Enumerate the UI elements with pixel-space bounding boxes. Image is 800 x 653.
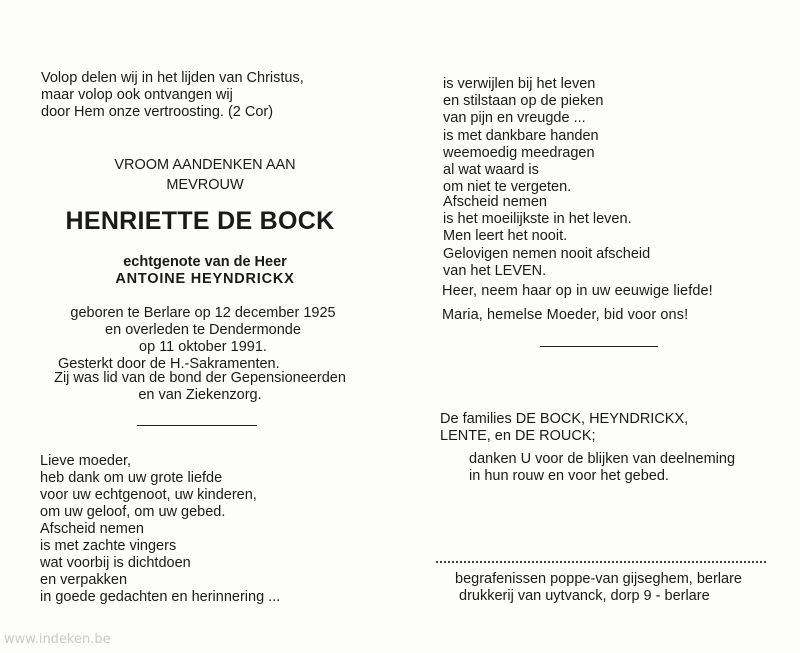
poem-line: is met dankbare handen [443,128,599,144]
thanks-line: danken U voor de blijken van deelneming [469,451,736,467]
poem-line: Gelovigen nemen nooit afscheid [443,246,651,262]
poem-line: is verwijlen bij het leven [443,76,596,92]
poem-line: en verpakken [40,572,128,588]
divider-right [540,346,658,347]
poem-right-1 [443,76,603,127]
bio-line: en overleden te Dendermonde [105,322,301,338]
poem-line: wat voorbij is dichtdoen [40,555,191,571]
bible-quote [41,70,304,121]
poem-right-4 [443,246,650,280]
poem-line: en stilstaan op de pieken [443,93,604,109]
bio-line: geboren te Berlare op 12 december 1925 [70,305,336,321]
families-line: LENTE, en DE ROUCK; [440,428,596,444]
bio-line: Gesterkt door de H.-Sakramenten. [58,356,280,372]
membership-line: en van Ziekenzorg. [138,387,262,403]
poem-line: om uw geloof, om uw gebed. [40,504,226,520]
poem-line: weemoedig meedragen [443,145,595,161]
poem-line: Afscheid nemen [443,194,547,210]
header-line: MEVROUW [166,177,244,193]
thanks [469,451,735,485]
poem-line: is met zachte vingers [40,538,177,554]
header-line: VROOM AANDENKEN AAN [114,157,296,173]
divider-left [137,425,257,426]
deceased-name: HENRIETTE DE BOCK [65,207,335,235]
poem-line: Afscheid nemen [40,521,144,537]
poem-right-3 [443,194,632,245]
biography [48,305,358,373]
poem-line: heb dank om uw grote liefde [40,470,223,486]
footer-line: drukkerij van uytvanck, dorp 9 - berlare [459,588,710,604]
families [440,411,688,445]
footer-line: begrafenissen poppe-van gijseghem, berlare [455,571,742,587]
poem-left-1 [40,453,257,521]
poem-line: al wat waard is [443,162,539,178]
poem-line: voor uw echtgenoot, uw kinderen, [40,487,257,503]
poem-line: om niet te vergeten. [443,179,572,195]
prayer-line: Heer, neem haar op in uw eeuwige liefde! [442,283,713,299]
prayer-line: Maria, hemelse Moeder, bid voor ons! [442,307,689,323]
poem-line: is het moeilijkste in het leven. [443,211,632,227]
spouse-line: echtgenote van de Heer [123,254,287,270]
poem-line: Men leert het nooit. [443,228,568,244]
poem-line: van het LEVEN. [443,263,547,279]
families-line: De families DE BOCK, HEYNDRICKX, [440,411,689,427]
thanks-line: in hun rouw en voor het gebed. [469,468,669,484]
poem-line: van pijn en vreugde ... [443,110,586,126]
poem-line: in goede gedachten en herinnering ... [40,589,281,605]
watermark: www.indeken.be [4,632,111,647]
footer [455,571,742,605]
poem-left-2 [40,521,280,606]
poem-right-2 [443,128,599,196]
memorial-header [60,157,350,194]
poem-line: Lieve moeder, [40,453,132,469]
quote-line: door Hem onze vertroosting. (2 Cor) [41,104,274,120]
spouse-name: ANTOINE HEYNDRICKX [115,271,295,287]
membership [40,370,360,404]
membership-line: Zij was lid van de bond der Gepensioneerden [54,370,346,386]
footer-dots [436,561,766,563]
bio-line: op 11 oktober 1991. [139,339,267,355]
spouse-block [60,254,350,288]
quote-line: maar volop ook ontvangen wij [41,87,233,103]
quote-line: Volop delen wij in het lijden van Christus, [41,70,304,86]
